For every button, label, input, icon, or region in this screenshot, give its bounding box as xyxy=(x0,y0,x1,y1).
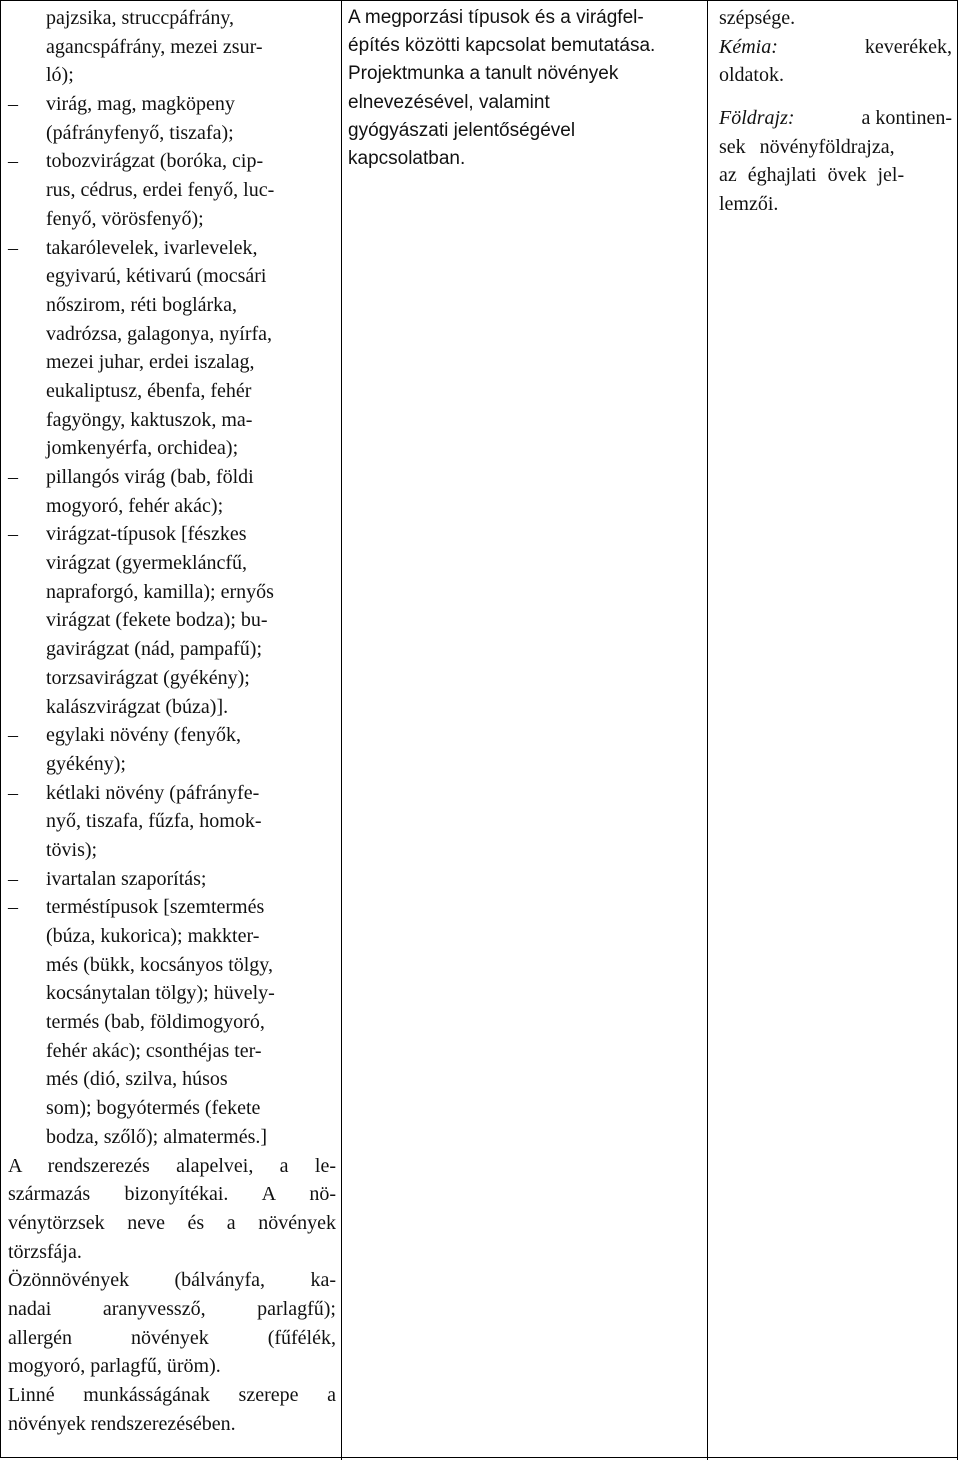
list-line: napraforgó, kamilla); ernyős xyxy=(46,580,274,603)
list-text: virág, mag, magköpeny xyxy=(46,93,235,116)
list-line: virágzat (fekete bodza); bu- xyxy=(46,609,268,632)
list-item xyxy=(8,779,336,865)
dash-bullet-icon: – xyxy=(8,724,18,747)
list-line: pajzsika, struccpáfrány, xyxy=(46,7,235,29)
list-line: jomkenyérfa, orchidea); xyxy=(46,437,239,460)
list-text: takarólevelek, ivarlevelek, xyxy=(46,236,258,259)
dash-bullet-icon: – xyxy=(8,466,18,488)
list-line xyxy=(8,463,336,492)
list-line: (búza, kukorica); makkter- xyxy=(46,925,260,947)
list-line: bodza, szőlő); almatermés.] xyxy=(46,1125,268,1148)
list-line: rus, cédrus, erdei fenyő, luc- xyxy=(46,179,275,202)
dash-bullet-icon: – xyxy=(8,150,18,173)
column-activities xyxy=(348,0,688,173)
list-line: nőszirom, réti boglárka, xyxy=(46,293,238,316)
foldrajz-connection xyxy=(719,104,952,133)
dash-bullet-icon: – xyxy=(8,236,18,259)
list-line xyxy=(8,779,336,808)
activity-line: elnevezésével, valamint xyxy=(348,91,550,113)
list-line: eukaliptusz, ébenfa, fehér xyxy=(46,379,252,402)
paragraph-line: származás bizonyítékai. A nö- xyxy=(8,1183,336,1206)
list-line xyxy=(8,147,336,176)
list-line: mezei juhar, erdei iszalag, xyxy=(46,351,255,374)
list-line: tövis); xyxy=(46,838,98,861)
list-line: fehér akác); csonthéjas ter- xyxy=(46,1039,262,1062)
dash-bullet-icon: – xyxy=(8,896,18,919)
continued-list-text xyxy=(8,4,336,90)
foldrajz-line-2: az éghajlati övek jel- xyxy=(719,164,905,187)
column-content xyxy=(8,0,336,1438)
paragraph-line: törzsfája. xyxy=(8,1240,82,1263)
paragraph xyxy=(8,1152,336,1267)
column-divider-2 xyxy=(707,0,708,1460)
list-line: vadrózsa, galagonya, nyírfa, xyxy=(46,322,273,345)
list-line: gyékény); xyxy=(46,752,126,775)
list-item xyxy=(8,865,336,894)
paragraph-line: A rendszerezés alapelvei, a le- xyxy=(8,1154,336,1177)
list-line: agancspáfrány, mezei zsur- xyxy=(46,35,263,58)
paragraph-line: allergén növények (fűfélék, xyxy=(8,1326,336,1349)
bullet-list xyxy=(8,90,336,1151)
dash-bullet-icon: – xyxy=(8,867,18,890)
list-line: termés (bab, földimogyoró, xyxy=(46,1011,265,1034)
list-line: més (dió, szilva, húsos xyxy=(46,1068,228,1091)
activities-text xyxy=(348,4,688,173)
list-item xyxy=(8,234,336,464)
list-item xyxy=(8,721,336,778)
column-divider-1 xyxy=(341,0,342,1460)
dash-bullet-icon: – xyxy=(8,781,18,804)
paragraph xyxy=(8,1381,336,1438)
paragraph-line: Linné munkásságának szerepe a xyxy=(8,1384,336,1406)
activity-line: gyógyászati jelentőségével xyxy=(348,119,576,141)
list-line: kalászvirágzat (búza)]. xyxy=(46,695,229,718)
list-item xyxy=(8,893,336,1151)
list-item xyxy=(8,90,336,147)
activity-line: kapcsolatban. xyxy=(348,147,466,169)
list-line: som); bogyótermés (fekete xyxy=(46,1097,261,1120)
kemia-text-2: oldatok. xyxy=(719,64,784,87)
list-line: kocsánytalan tölgy); hüvely- xyxy=(46,982,275,1005)
activity-line: A megporzási típusok és a virágfel- xyxy=(348,7,644,28)
list-line xyxy=(8,893,336,922)
list-line: (páfrányfenyő, tiszafa); xyxy=(46,121,234,144)
list-item xyxy=(8,147,336,233)
paragraphs xyxy=(8,1152,336,1439)
kemia-label: Kémia: xyxy=(719,35,778,58)
list-line xyxy=(8,90,336,119)
paragraph-line: mogyoró, parlagfű, üröm). xyxy=(8,1355,221,1378)
list-text: egylaki növény (fenyők, xyxy=(46,724,241,747)
foldrajz-line-3: lemzői. xyxy=(719,193,779,216)
list-line: fenyő, vörösfenyő); xyxy=(46,207,204,230)
paragraph xyxy=(8,1266,336,1381)
list-item xyxy=(8,520,336,721)
list-text: pillangós virág (bab, földi xyxy=(46,466,254,488)
paragraph-line: növények rendszerezésében. xyxy=(8,1412,236,1435)
list-line xyxy=(8,234,336,263)
list-line: nyő, tiszafa, fűzfa, homok- xyxy=(46,810,262,833)
list-text: terméstípusok [szemtermés xyxy=(46,896,265,919)
list-text: ivartalan szaporítás; xyxy=(46,867,207,890)
list-line xyxy=(8,865,336,894)
column-connections xyxy=(719,0,952,219)
paragraph-line: vénytörzsek neve és a növények xyxy=(8,1211,336,1234)
foldrajz-line-1: sek növényföldrajza, xyxy=(719,135,895,158)
list-line: mogyoró, fehér akác); xyxy=(46,494,224,517)
kemia-text-1: keverékek, xyxy=(864,35,952,58)
activity-line: Projektmunka a tanult növények xyxy=(348,63,619,85)
connection-continued: szépsége. xyxy=(719,7,796,29)
list-text: virágzat-típusok [fészkes xyxy=(46,523,247,546)
list-line: fagyöngy, kaktuszok, ma- xyxy=(46,408,253,431)
dash-bullet-icon: – xyxy=(8,93,18,116)
list-item xyxy=(8,463,336,520)
list-text: tobozvirágzat (boróka, cip- xyxy=(46,150,264,173)
list-text: kétlaki növény (páfrányfe- xyxy=(46,781,260,804)
list-line: torzsavirágzat (gyékény); xyxy=(46,666,250,689)
list-line: egyivarú, kétivarú (mocsári xyxy=(46,265,267,288)
paragraph-line: Özönnövények (bálványfa, ka- xyxy=(8,1269,336,1292)
list-line: més (bükk, kocsányos tölgy, xyxy=(46,953,274,976)
list-line: gavirágzat (nád, pampafű); xyxy=(46,638,263,661)
kemia-connection xyxy=(719,33,952,62)
list-line: virágzat (gyermekláncfű, xyxy=(46,552,248,575)
list-line: ló); xyxy=(46,64,74,87)
foldrajz-text-1: a kontinen- xyxy=(861,107,952,130)
dash-bullet-icon: – xyxy=(8,523,18,546)
foldrajz-label: Földrajz: xyxy=(719,107,795,130)
list-line xyxy=(8,721,336,750)
column-divider-3 xyxy=(957,0,958,1460)
paragraph-line: nadai aranyvessző, parlagfű); xyxy=(8,1297,336,1320)
activity-line: építés közötti kapcsolat bemutatása. xyxy=(348,35,656,57)
list-line xyxy=(8,520,336,549)
